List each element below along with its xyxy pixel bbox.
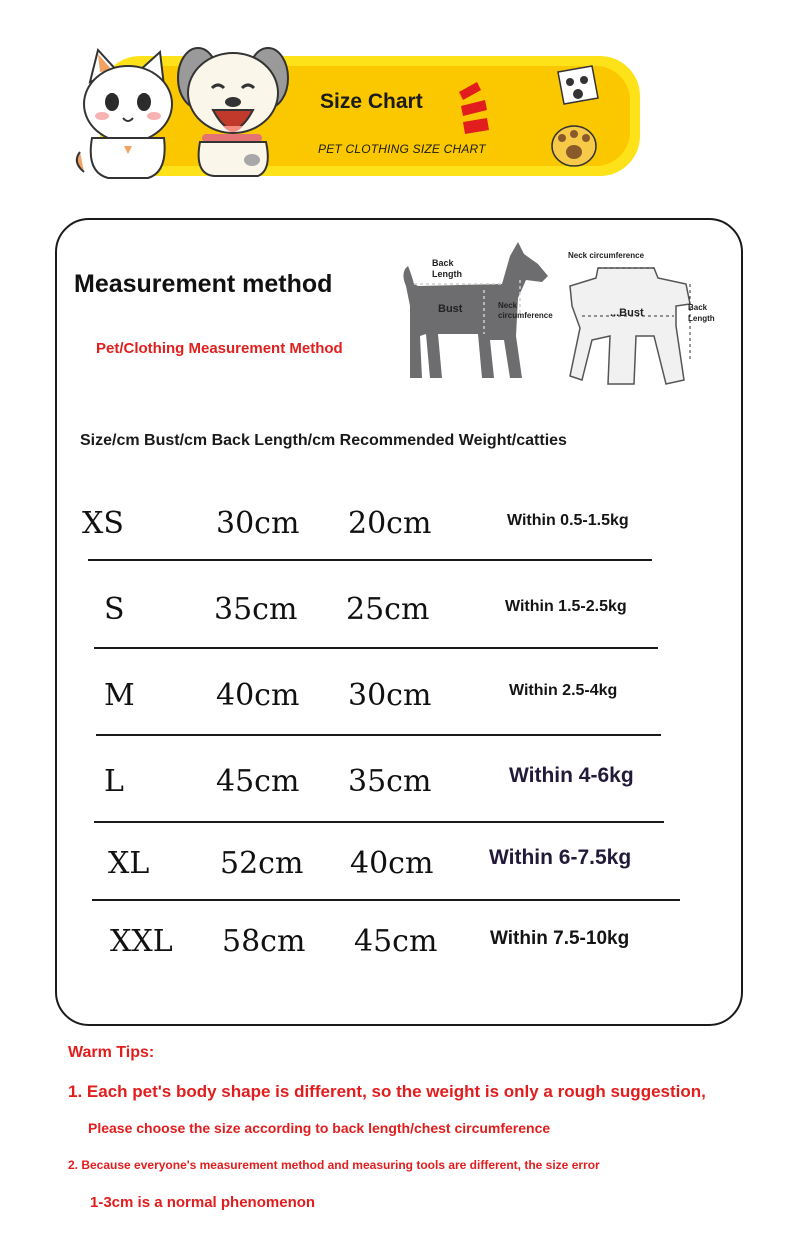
table-row bbox=[0, 748, 800, 832]
weight-cell: Within 4-6kg bbox=[509, 764, 634, 787]
bust-cell: 52cm bbox=[220, 846, 304, 881]
tip-1: 1. Each pet's body shape is different, so the weight is only a rough suggestion, bbox=[68, 1082, 706, 1101]
dog-back-label-2: Length bbox=[432, 269, 462, 279]
size-cell: S bbox=[104, 592, 125, 627]
back-length-cell: 30cm bbox=[348, 678, 432, 713]
back-length-cell: 25cm bbox=[346, 592, 430, 627]
dog-neck-label-2: circumference bbox=[498, 311, 553, 320]
paw-prints-icon bbox=[548, 62, 608, 172]
tip-1-detail: Please choose the size according to back length/chest circumference bbox=[88, 1120, 551, 1136]
table-header: Size/cm Bust/cm Back Length/cm Recommended Weight/catties bbox=[80, 432, 567, 449]
dog-back-label-1: Back bbox=[432, 258, 454, 268]
table-row bbox=[0, 830, 800, 914]
bust-cell: 30cm bbox=[216, 506, 300, 541]
bust-cell: 40cm bbox=[216, 678, 300, 713]
back-length-cell: 45cm bbox=[354, 924, 438, 959]
garment-back-label-2: Length bbox=[688, 314, 715, 323]
weight-cell: Within 0.5-1.5kg bbox=[507, 512, 629, 529]
row-divider bbox=[88, 559, 652, 561]
table-row bbox=[0, 496, 800, 580]
size-cell: L bbox=[104, 764, 124, 799]
row-divider bbox=[94, 647, 658, 649]
back-length-cell: 35cm bbox=[348, 764, 432, 799]
bust-cell: 45cm bbox=[216, 764, 300, 799]
size-cell: M bbox=[104, 678, 135, 713]
size-cell: XL bbox=[108, 846, 150, 881]
tip-2: 2. Because everyone's measurement method and measuring tools are different, the size error bbox=[68, 1158, 600, 1172]
dog-illustration-icon bbox=[168, 38, 298, 178]
bust-cell: 35cm bbox=[214, 592, 298, 627]
garment-back-label-1: Back bbox=[688, 303, 708, 312]
row-divider bbox=[94, 821, 664, 823]
row-divider bbox=[92, 899, 680, 901]
weight-cell: Within 7.5-10kg bbox=[490, 928, 630, 949]
table-row bbox=[0, 910, 800, 994]
banner-subtitle: PET CLOTHING SIZE CHART bbox=[318, 142, 486, 156]
dog-bust-label: Bust bbox=[438, 303, 463, 315]
garment-measurement-diagram bbox=[562, 244, 732, 392]
banner-title: Size Chart bbox=[320, 90, 423, 113]
dog-neck-label-1: Neck bbox=[498, 301, 518, 310]
accent-marks-icon bbox=[455, 78, 495, 138]
garment-bust-label: ...Bust bbox=[610, 307, 644, 319]
size-cell: XS bbox=[82, 506, 124, 541]
table-row bbox=[0, 580, 800, 664]
back-length-cell: 40cm bbox=[350, 846, 434, 881]
dog-measurement-diagram bbox=[398, 236, 558, 384]
garment-neck-label: Neck circumference bbox=[568, 251, 645, 260]
tip-2-detail: 1-3cm is a normal phenomenon bbox=[90, 1194, 316, 1211]
tips-heading: Warm Tips: bbox=[68, 1044, 155, 1061]
weight-cell: Within 1.5-2.5kg bbox=[505, 598, 627, 615]
weight-cell: Within 6-7.5kg bbox=[489, 846, 632, 869]
measurement-title: Measurement method bbox=[74, 270, 333, 298]
bust-cell: 58cm bbox=[222, 924, 306, 959]
row-divider bbox=[96, 734, 661, 736]
size-cell: XXL bbox=[110, 924, 173, 959]
weight-cell: Within 2.5-4kg bbox=[509, 682, 618, 699]
back-length-cell: 20cm bbox=[348, 506, 432, 541]
measurement-subtitle: Pet/Clothing Measurement Method bbox=[96, 340, 343, 357]
